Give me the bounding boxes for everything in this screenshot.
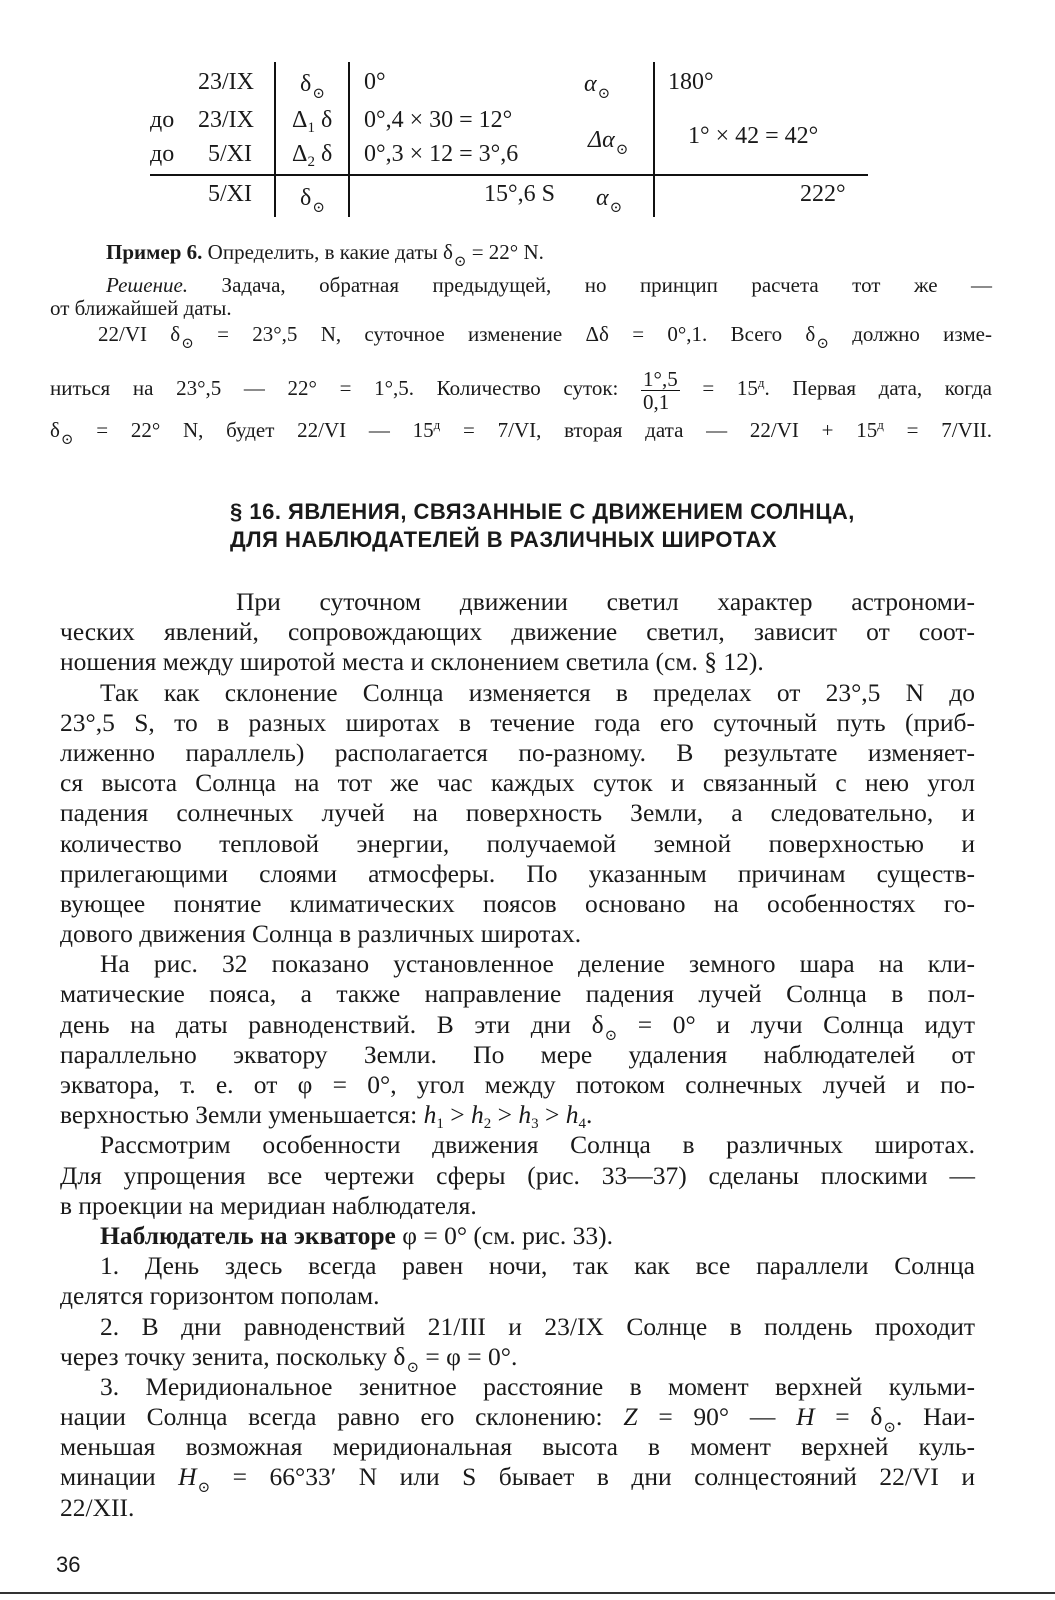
fraction: $\frac{1^\circ,5}{0,1}$ bbox=[643, 366, 678, 414]
text-line: 23°,5 S, то в разных широтах в течение года его суточный путь (приб- bbox=[60, 707, 975, 737]
body-text bbox=[60, 587, 975, 1523]
text-line: матические пояса, а также направление падения лучей Солнца в пол- bbox=[60, 979, 975, 1009]
table-delta-alpha: $\Delta\alpha_⊙$ bbox=[588, 127, 629, 158]
text-line: Рассмотрим особенности движения Солнца в различных широтах. bbox=[100, 1130, 975, 1160]
text-line: минации $H_⊙ = 66^\circ 33'$ N или S бывает в дни солнцестояний 22/VI и bbox=[60, 1462, 975, 1497]
text-line: 1. День здесь всегда равен ночи, так как все параллели Солнца bbox=[100, 1251, 975, 1281]
table-rule bbox=[150, 174, 868, 176]
table-row-result: 222° bbox=[800, 181, 846, 207]
page-bottom-edge bbox=[0, 1592, 1055, 1594]
table-rule bbox=[274, 62, 276, 217]
example-title: Пример 6. Определить, в какие даты $\delta_⊙ = 22^\circ$ N. bbox=[106, 240, 544, 270]
table-row-symbol: $\delta_⊙$ bbox=[300, 71, 325, 102]
example-solution: Решение. Задача, обратная предыдущей, но принцип расчета тот же — bbox=[106, 273, 992, 297]
table-row-alpha: $\alpha_⊙$ bbox=[584, 71, 611, 102]
text-line: экватора, т. е. от φ = 0°, угол между потоком солнечных лучей и по- bbox=[60, 1070, 975, 1099]
example-line: $\delta_⊙ = 22^\circ$ N, будет 22/VI — $15^д = 7/VI$, вторая дата — $22/VI + 15^д = 7/VII$. bbox=[50, 417, 992, 448]
table-row-symbol: $\Delta_1$ δ bbox=[292, 107, 333, 136]
table-row-alpha: $\alpha_⊙$ bbox=[596, 185, 623, 216]
text-line: нации Солнца всегда равно его склонению: Z = 90° — $H = \delta_⊙$. Наи- bbox=[60, 1402, 975, 1437]
text-line: 22/XII. bbox=[60, 1492, 135, 1522]
table-rule bbox=[348, 62, 350, 217]
text-line: падения солнечных лучей на поверхность Земли, а следовательно, и bbox=[60, 798, 975, 828]
text-line: дового движения Солнца в различных широтах. bbox=[60, 919, 582, 949]
table-row-prefix: до bbox=[150, 107, 175, 133]
text-line: ся высота Солнца на тот же час каждых суток и связанный с нею угол bbox=[60, 768, 975, 798]
page-number: 36 bbox=[56, 1552, 81, 1577]
text-line: прилегающими слоями атмосферы. По указанным причинам существ- bbox=[60, 858, 975, 888]
table-row-value: 15°,6 S bbox=[484, 181, 555, 207]
table-row-symbol: $\Delta_2$ δ bbox=[292, 141, 333, 170]
table-row-result: 180° bbox=[668, 69, 714, 95]
table-row-prefix: до bbox=[150, 141, 175, 167]
table-delta-alpha-result: 1° × 42 = 42° bbox=[688, 123, 819, 149]
text-line: делятся горизонтом пополам. bbox=[60, 1281, 380, 1311]
text-line: день на даты равноденствий. В эти дни $\delta_⊙ = 0^\circ$ и лучи Солнца идут bbox=[60, 1009, 975, 1044]
table-row-symbol: $\delta_⊙$ bbox=[300, 185, 325, 216]
table-row-value: 0°,3 × 12 = 3°,6 bbox=[364, 141, 519, 167]
text-line: На рис. 32 показано установленное деление земного шара на кли- bbox=[100, 949, 975, 979]
text-line: меньшая возможная меридиональная высота в момент верхней куль- bbox=[60, 1432, 975, 1462]
example-solution-cont: от ближайшей даты. bbox=[50, 296, 232, 320]
table-row-date: 23/IX bbox=[198, 107, 254, 133]
text-line: ческих явлений, сопровождающих движение светил, зависит от соот- bbox=[60, 617, 975, 647]
table-row-value: 0°,4 × 30 = 12° bbox=[364, 107, 513, 133]
text-line: количество тепловой энергии, получаемой земной поверхностью и bbox=[60, 828, 975, 858]
text-line: в проекции на меридиан наблюдателя. bbox=[60, 1190, 477, 1220]
text-line: Для упрощения все чертежи сферы (рис. 33—37) сделаны плоскими — bbox=[60, 1160, 975, 1190]
text-line: Наблюдатель на экваторе φ = 0° (см. рис. 33). bbox=[100, 1220, 613, 1250]
example-line: 22/VI $\delta_⊙ = 23^\circ,5$ N, суточное изменение Δδ = 0°,1. Всего $\delta_⊙$ должно изме- bbox=[98, 322, 992, 352]
text-line: лиженно параллель) располагается по-разному. В результате изменяет- bbox=[60, 737, 975, 767]
text-line: параллельно экватору Земли. По мере удаления наблюдателей от bbox=[60, 1039, 975, 1069]
table-row-date: 23/IX bbox=[198, 69, 254, 95]
text-line: При суточном движении светил характер астрономи- bbox=[236, 587, 975, 616]
section-heading: § 16. ЯВЛЕНИЯ, СВЯЗАННЫЕ С ДВИЖЕНИЕМ СОЛНЦА, ДЛЯ НАБЛЮДАТЕЛЕЙ В РАЗЛИЧНЫХ ШИРОТАХ bbox=[230, 499, 855, 552]
example-line: ниться на 23°,5 — 22° = 1°,5. Количество суток: $\frac{1^\circ,5}{0,1}$ = $15^д$. Первая дата, когда bbox=[50, 366, 993, 414]
text-line: вующее понятие климатических поясов основано на особенностях го- bbox=[60, 888, 975, 918]
text-line: верхностью Земли уменьшается: $h_1 > h_2 > h_3 > h_4$. bbox=[60, 1100, 593, 1133]
table-row-date: 5/XI bbox=[208, 141, 252, 167]
text-line: 3. Меридиональное зенитное расстояние в момент верхней кульми- bbox=[100, 1371, 975, 1401]
table-row-value: 0° bbox=[364, 69, 386, 95]
text-line: 2. В дни равноденствий 21/III и 23/IX Солнце в полдень проходит bbox=[100, 1311, 975, 1341]
text-line: ношения между широтой места и склонением светила (см. § 12). bbox=[60, 647, 764, 677]
declination-table bbox=[150, 62, 880, 222]
table-rule bbox=[653, 62, 655, 217]
text-line: Так как склонение Солнца изменяется в пределах от 23°,5 N до bbox=[100, 677, 975, 707]
table-row-date: 5/XI bbox=[208, 181, 252, 207]
text-line: через точку зенита, поскольку $\delta_⊙ = \varphi = 0^\circ$. bbox=[60, 1341, 518, 1376]
